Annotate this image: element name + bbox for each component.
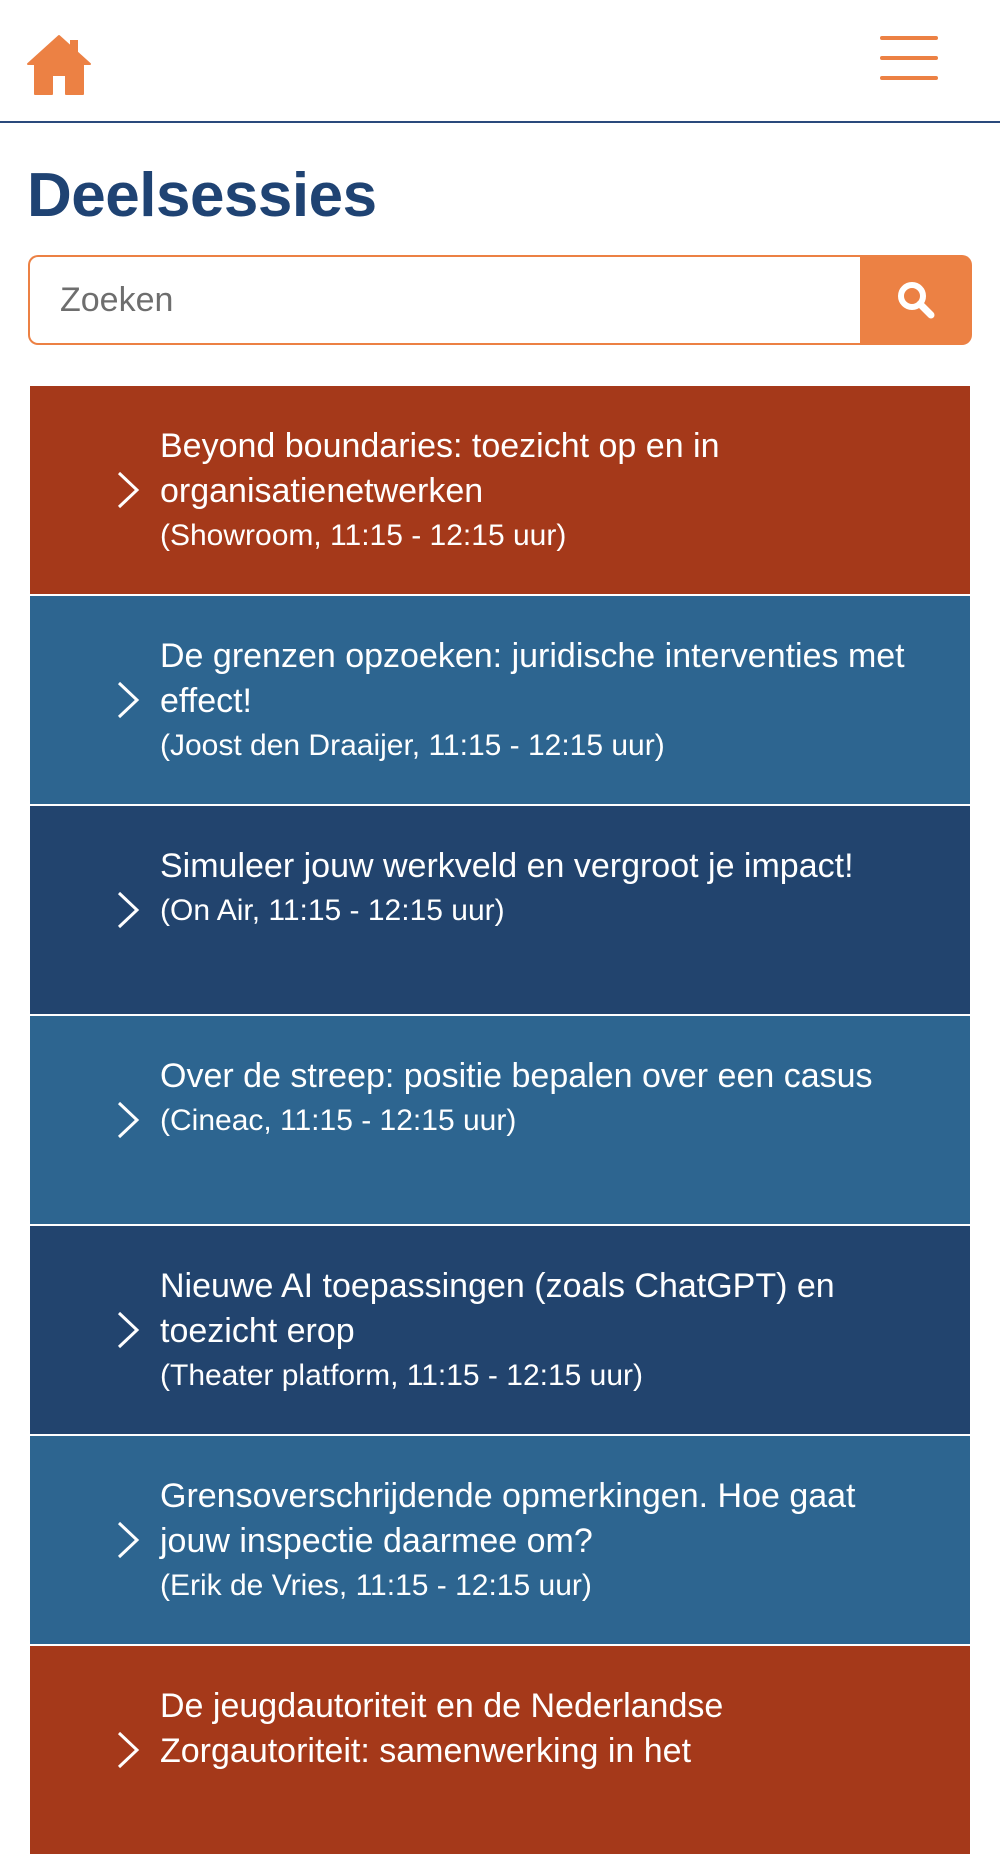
session-item[interactable] [30,806,970,1014]
session-text [160,424,930,558]
page-title: Deelsessies [27,161,377,230]
search-bar [28,255,972,345]
session-text [160,1684,930,1774]
session-details: (Cineac, 11:15 - 12:15 uur) [160,1104,517,1137]
chevron-right-icon [116,680,140,720]
session-item[interactable] [30,1016,970,1224]
session-title: De jeugdautoriteit en de Nederlandse Zorgautoriteit: samenwerking in het [160,1687,724,1770]
chevron-right-icon [116,890,140,930]
chevron-right-icon [116,1100,140,1140]
session-list [30,386,970,1856]
session-details: (Theater platform, 11:15 - 12:15 uur) [160,1359,644,1392]
session-item[interactable] [30,596,970,804]
session-title: Over de streep: positie bepalen over een casus [160,1057,873,1095]
session-details: (Showroom, 11:15 - 12:15 uur) [160,519,567,552]
menu-line [880,36,938,40]
search-input[interactable] [28,255,860,345]
search-icon [896,280,936,320]
home-button[interactable] [26,34,92,96]
session-item[interactable] [30,1646,970,1854]
session-text [160,1054,930,1143]
session-item[interactable] [30,1436,970,1644]
session-details: (On Air, 11:15 - 12:15 uur) [160,894,505,927]
home-icon [26,34,92,96]
chevron-right-icon [116,1730,140,1770]
session-details: (Erik de Vries, 11:15 - 12:15 uur) [160,1569,592,1602]
session-title: Nieuwe AI toepassingen (zoals ChatGPT) en toezicht erop [160,1267,835,1350]
chevron-right-icon [116,1520,140,1560]
hamburger-menu-icon[interactable] [880,36,938,82]
menu-line [880,76,938,80]
top-bar [0,0,1000,123]
session-text [160,1474,930,1608]
session-item[interactable] [30,1226,970,1434]
session-title: Beyond boundaries: toezicht op en in organisatienetwerken [160,427,720,510]
search-button[interactable] [860,255,972,345]
session-title: Simuleer jouw werkveld en vergroot je impact! [160,847,854,885]
session-details: (Joost den Draaijer, 11:15 - 12:15 uur) [160,729,665,762]
chevron-right-icon [116,1310,140,1350]
menu-line [880,56,938,60]
chevron-right-icon [116,470,140,510]
session-item[interactable] [30,386,970,594]
session-text [160,1264,930,1398]
session-title: Grensoverschrijdende opmerkingen. Hoe gaat jouw inspectie daarmee om? [160,1477,856,1560]
session-text [160,844,930,933]
session-title: De grenzen opzoeken: juridische interventies met effect! [160,637,905,720]
session-text [160,634,930,768]
